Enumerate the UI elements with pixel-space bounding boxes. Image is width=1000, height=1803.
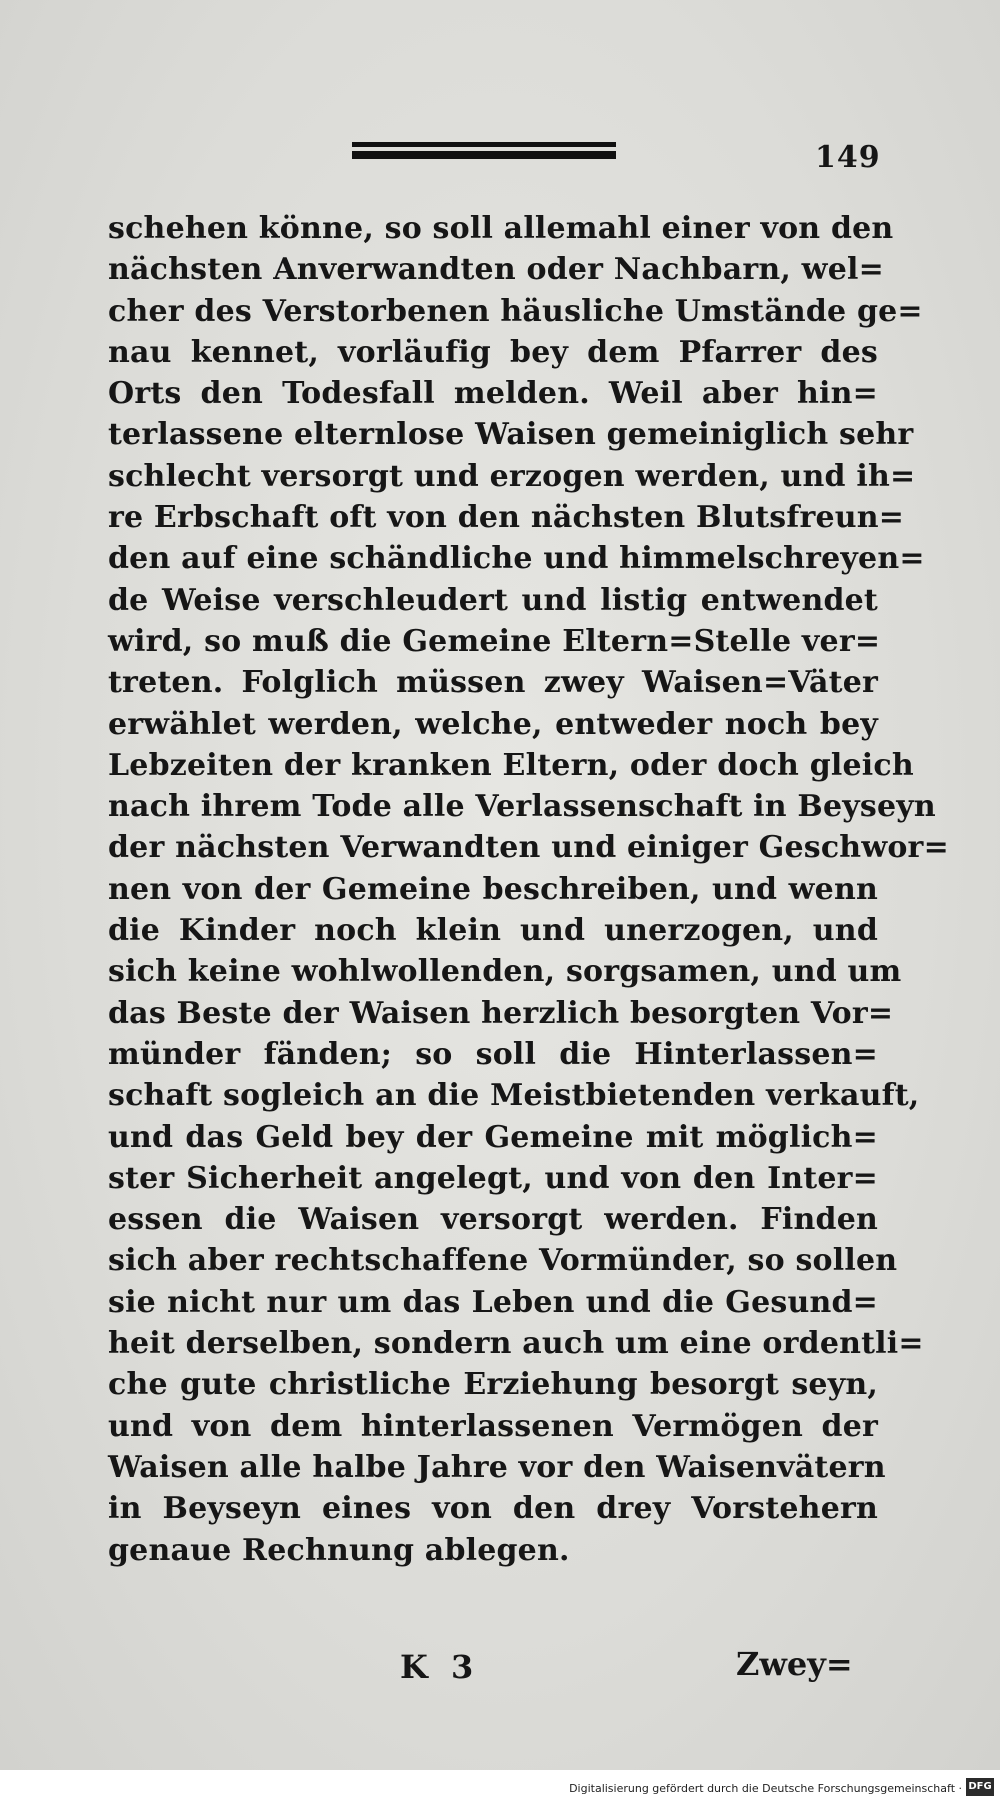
signature-mark: K 3 (400, 1648, 480, 1686)
text-line: re Erbschaft oft von den nächsten Blutsfreun= (108, 500, 905, 536)
text-line: und von dem hinterlassenen Vermögen der (108, 1408, 878, 1444)
text-line: münder fänden; so soll die Hinterlassen= (108, 1036, 878, 1072)
text-line: nach ihrem Tode alle Verlassenschaft in Beyseyn (108, 789, 936, 825)
text-line: sich aber rechtschaffene Vormünder, so sollen (108, 1243, 898, 1279)
text-line: schaft sogleich an die Meistbietenden verkauft, (108, 1078, 920, 1114)
page-number: 149 (815, 140, 881, 175)
header-rule-thick-bar (352, 151, 616, 159)
text-line: de Weise verschleudert und listig entwendet (108, 582, 878, 618)
text-line: sich keine wohlwollenden, sorgsamen, und um (108, 954, 902, 990)
text-line: genaue Rechnung ablegen. (108, 1532, 570, 1568)
text-line: nau kennet, vorläufig bey dem Pfarrer des (108, 334, 878, 370)
text-line: in Beyseyn eines von den drey Vorstehern (108, 1491, 878, 1527)
text-line: sie nicht nur um das Leben und die Gesund= (108, 1284, 878, 1320)
text-line: Orts den Todesfall melden. Weil aber hin= (108, 376, 878, 412)
text-line: treten. Folglich müssen zwey Waisen=Väter (108, 665, 878, 701)
text-line: heit derselben, sondern auch um eine ordentli= (108, 1326, 924, 1362)
text-line: der nächsten Verwandten und einiger Geschwor= (108, 830, 949, 866)
text-line: und das Geld bey der Gemeine mit möglich= (108, 1119, 878, 1155)
body-text (108, 208, 949, 1571)
text-line: Lebzeiten der kranken Eltern, oder doch gleich (108, 747, 914, 783)
header-rule-thin-bar (352, 142, 616, 147)
text-line: das Beste der Waisen herzlich besorgten Vor= (108, 995, 894, 1031)
dfg-logo: DFG (966, 1778, 994, 1796)
header-rule (352, 142, 616, 160)
catchword: Zwey= (736, 1645, 853, 1683)
text-line: schehen könne, so soll allemahl einer von den (108, 211, 894, 246)
text-line: cher des Verstorbenen häusliche Umstände ge= (108, 293, 923, 329)
text-line: che gute christliche Erziehung besorgt seyn, (108, 1367, 878, 1403)
text-line: erwählet werden, welche, entweder noch bey (108, 706, 878, 742)
text-line: wird, so muß die Gemeine Eltern=Stelle ver= (108, 623, 881, 659)
text-line: schlecht versorgt und erzogen werden, und ih= (108, 458, 916, 494)
text-line: die Kinder noch klein und unerzogen, und (108, 913, 878, 949)
text-line: nächsten Anverwandten oder Nachbarn, wel= (108, 252, 884, 288)
funding-credit: Digitalisierung gefördert durch die Deutsche Forschungsgemeinschaft · (569, 1782, 962, 1795)
text-line: den auf eine schändliche und himmelschreyen= (108, 541, 925, 577)
text-line: terlassene elternlose Waisen gemeiniglich sehr (108, 417, 914, 453)
text-line: nen von der Gemeine beschreiben, und wenn (108, 871, 878, 907)
text-line: ster Sicherheit angelegt, und von den Inter= (108, 1160, 878, 1196)
text-line: Waisen alle halbe Jahre vor den Waisenvätern (108, 1449, 886, 1485)
text-line: essen die Waisen versorgt werden. Finden (108, 1202, 878, 1238)
